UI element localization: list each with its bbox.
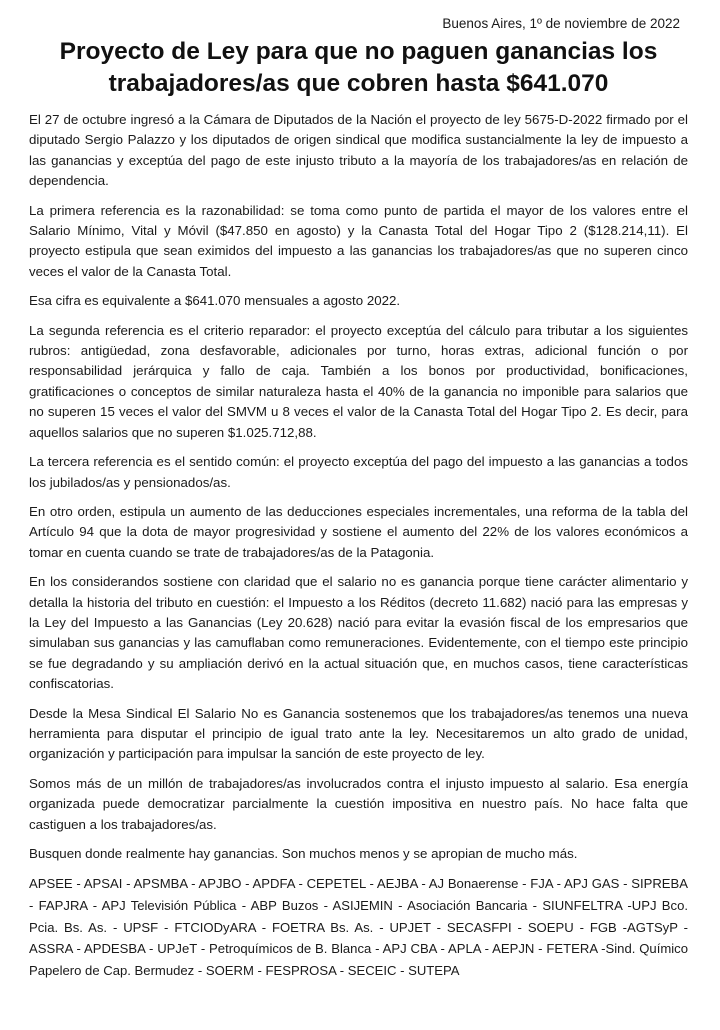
body-paragraph-4: La segunda referencia es el criterio reparador: el proyecto exceptúa del cálculo para tributar a los siguientes rubros: antigüedad, zona desfavorable, adicionales por turno, horas extras, adicional función o por responsabilidad jerárquica y fallo de caja. También a los bonos por productividad, bonificaciones, gratificaciones o conceptos de similar naturaleza hasta el 40% de la ganancia no imponible para salarios que no superen 15 veces el valor del SMVM u 8 veces el valor de la Canasta Total del Hogar Tipo 2. Es decir, para aquellos salarios que no superen $1.025.712,88. [29, 322, 688, 440]
body-paragraph-10: Busquen donde realmente hay ganancias. Son muchos menos y se apropian de mucho más. [29, 846, 578, 861]
signatories-list: APSEE - APSAI - APSMBA - APJBO - APDFA - CEPETEL - AEJBA - AJ Bonaerense - FJA - APJ GAS - SIPREBA - FAPJRA - APJ Televisión Pública - ABP Buzos - ASIJEMIN - Asociación Bancaria - SIUNFELTRA -UPJ Bco. Pcia. Bs. As. - UPSF - FTCIODyARA - FOETRA Bs. As. - UPJET - SECASFPI - SOEPU - FGB -AGTSyP - ASSRA - APDESBA - UPJeT - Petroquímicos de B. Blanca - APJ CBA - APLA - AEPJN - FETERA -Sind. Químico Papelero de Cap. Bermudez - SOERM - FESPROSA - SECEIC - SUTEPA [29, 876, 688, 978]
body-paragraph-6: En otro orden, estipula un aumento de las deducciones especiales incrementales, una reforma de la tabla del Artículo 94 que la dota de mayor progresividad y sostiene el aumento del 22% de los valores económicos a tomar en cuenta cuando se trate de trabajadores/as de la Patagonia. [29, 503, 688, 560]
body-paragraph-1: El 27 de octubre ingresó a la Cámara de Diputados de la Nación el proyecto de ley 5675-D-2022 firmado por el diputado Sergio Palazzo y los diputados de origen sindical que modifica sustancialmente la ley de impuesto a las ganancias y exceptúa del pago de este injusto tributo a la mayoría de los trabajadores/as en relación de dependencia. [29, 112, 688, 189]
headline-line-1: Proyecto de Ley para que no paguen ganancias los [59, 38, 658, 65]
body-paragraph-3: Esa cifra es equivalente a $641.070 mensuales a agosto 2022. [29, 293, 401, 309]
body-paragraph-7: En los considerandos sostiene con claridad que el salario no es ganancia porque tiene carácter alimentario y detalla la historia del tributo en cuestión: el Impuesto a los Réditos (decreto 11.682) nació para las empresas y la Ley del Impuesto a las Ganancias (Ley 20.628) nació para evitar la evasión fiscal de los empresarios que simulaban sus ganancias y las camuflaban como remuneraciones. Evidentemente, con el tiempo este principio se fue degradando y su ampliación derivó en la actual situación que, en muchos casos, tiene características confiscatorias. [29, 574, 688, 692]
body-paragraph-9: Somos más de un millón de trabajadores/as involucrados contra el injusto impuesto al salario. Esa energía organizada puede democratizar parcialmente la cuestión impositiva en nuestro país. No hace falta que castiguen a los trabajadores/as. [29, 775, 688, 832]
headline-line-2: trabajadores/as que cobren hasta $641.070 [108, 70, 609, 97]
date-line: Buenos Aires, 1º de noviembre de 2022 [442, 16, 680, 31]
body-paragraph-8: Desde la Mesa Sindical El Salario No es Ganancia sostenemos que los trabajadores/as tenemos una nueva herramienta para disputar el principio de igual trato ante la ley. Necesitaremos un alto grado de unidad, organización y participación para impulsar la sanción de este proyecto de ley. [29, 705, 688, 762]
body-paragraph-5: La tercera referencia es el sentido común: el proyecto exceptúa del pago del impuesto a las ganancias a todos los jubilados/as y pensionados/as. [29, 454, 688, 490]
headline [29, 36, 688, 100]
body-paragraph-2: La primera referencia es la razonabilidad: se toma como punto de partida el mayor de los valores entre el Salario Mínimo, Vital y Móvil ($47.850 en agosto) y la Canasta Total del Hogar Tipo 2 ($128.214,11). El proyecto estipula que sean eximidos del impuesto a las ganancias los trabajadores/as que no superen cinco veces el valor de la Canasta Total. [29, 202, 688, 279]
